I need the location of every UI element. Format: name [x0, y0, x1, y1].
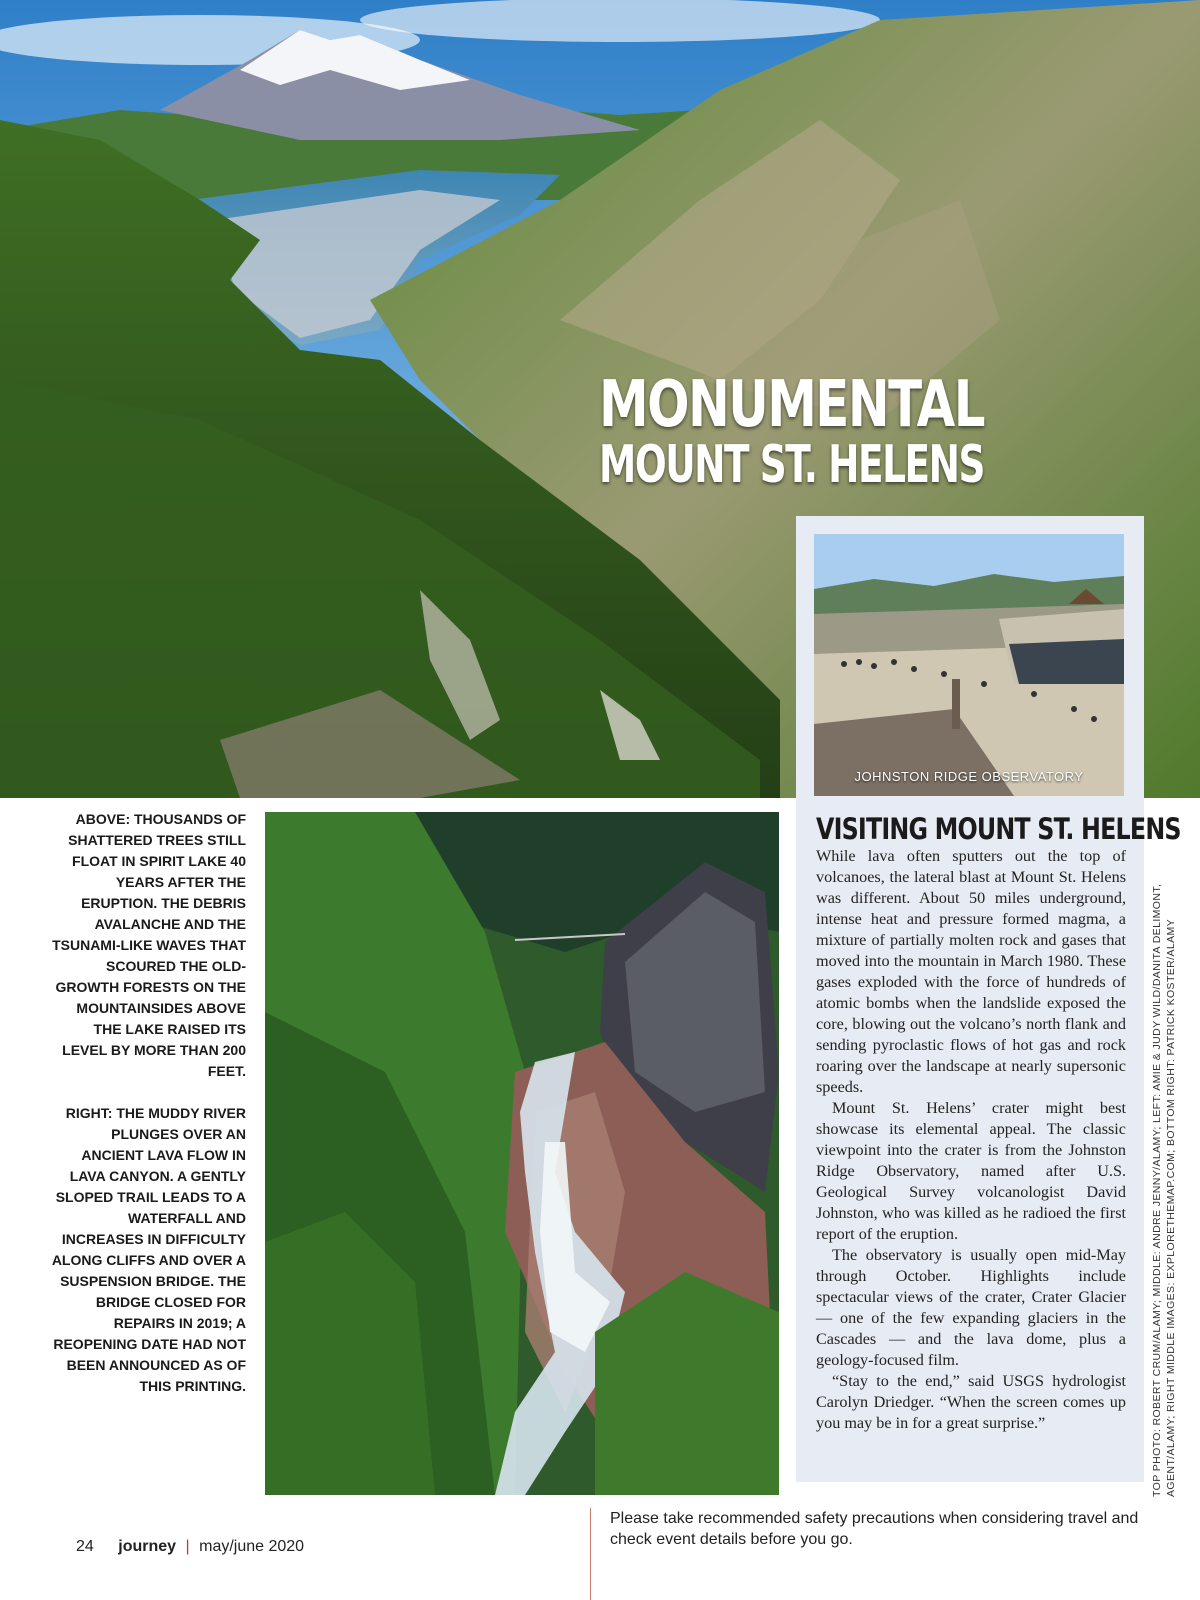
- sidebar-body: [816, 846, 1126, 1434]
- sidebar-paragraph: “Stay to the end,” said USGS hydrologist Carolyn Driedger. “When the screen comes up you may be in for a great surprise.”: [816, 1372, 1126, 1432]
- caption-above: ABOVE: THOUSANDS OF SHATTERED TREES STILL FLOAT IN SPIRIT LAKE 40 YEARS AFTER THE ERUPTION. THE DEBRIS AVALANCHE AND THE TSUNAMI-LIKE WAVES THAT SCOURED THE OLD-GROWTH FORESTS ON THE MOUNTAINSIDES ABOVE THE LAKE RAISED ITS LEVEL BY MORE THAN 200 FEET.: [52, 811, 246, 1079]
- headline-line-1: MONUMENTAL: [599, 368, 985, 442]
- headline-line-2: MOUNT ST. HELENS: [599, 435, 985, 495]
- headline: [599, 368, 1134, 495]
- observatory-caption: JOHNSTON RIDGE OBSERVATORY: [854, 769, 1084, 784]
- footer-separator: |: [185, 1538, 190, 1555]
- sidebar-title: VISITING MOUNT ST. HELENS: [816, 812, 1181, 846]
- sidebar-paragraph: While lava often sputters out the top of volcanoes, the lateral blast at Mount St. Helens was different. About 50 miles underground, intense heat and pressure formed magma, a mixture of partially molten rock and gases that moved into the mountain in March 1980. These gases exploded with the force of hundreds of atomic bombs when the landslide exposed the core, blowing out the volcano’s north flank and sending pyroclastic flows of hot gas and rock roaring over the landscape at nearly supersonic speeds.: [816, 847, 1126, 1096]
- photo-captions: [50, 809, 246, 1418]
- photo-credits: TOP PHOTO: ROBERT CRUM/ALAMY; MIDDLE: ANDRE JENNY/ALAMY; LEFT: AMIE & JUDY WILD/DANITA DELIMONT, AGENT/ALAMY; RIGHT MIDDLE IMAGES: EXPLORETHEMAP.COM; BOTTOM RIGHT: PATRICK KOSTER/ALAMY: [1151, 883, 1177, 1497]
- issue-date: may/june 2020: [199, 1538, 305, 1555]
- lava-canyon-photo: [265, 812, 779, 1495]
- observatory-photo: [814, 534, 1124, 796]
- page-footer: [76, 1538, 304, 1556]
- sidebar-paragraph: The observatory is usually open mid-May through October. Highlights include spectacular views of the crater, Crater Glacier — one of the few expanding glaciers in the Cascades — and the lava dome, plus a geology-focused film.: [816, 1246, 1126, 1369]
- sidebar-paragraph: Mount St. Helens’ crater might best showcase its elemental appeal. The classic viewpoint into the crater is from the Johnston Ridge Observatory, named after U.S. Geological Survey volcanologist David Johnston, who was killed as he radioed the first report of the eruption.: [816, 1099, 1126, 1243]
- page-number: 24: [76, 1538, 94, 1555]
- magazine-brand: journey: [118, 1538, 177, 1555]
- footer-divider: [590, 1508, 591, 1600]
- caption-right: RIGHT: THE MUDDY RIVER PLUNGES OVER AN ANCIENT LAVA FLOW IN LAVA CANYON. A GENTLY SLOPED TRAIL LEADS TO A WATERFALL AND INCREASES IN DIFFICULTY ALONG CLIFFS AND OVER A SUSPENSION BRIDGE. THE BRIDGE CLOSED FOR REPAIRS IN 2019; A REOPENING DATE HAD NOT BEEN ANNOUNCED AS OF THIS PRINTING.: [51, 1105, 246, 1394]
- safety-note: Please take recommended safety precautions when considering travel and check event details before you go.: [610, 1510, 1139, 1548]
